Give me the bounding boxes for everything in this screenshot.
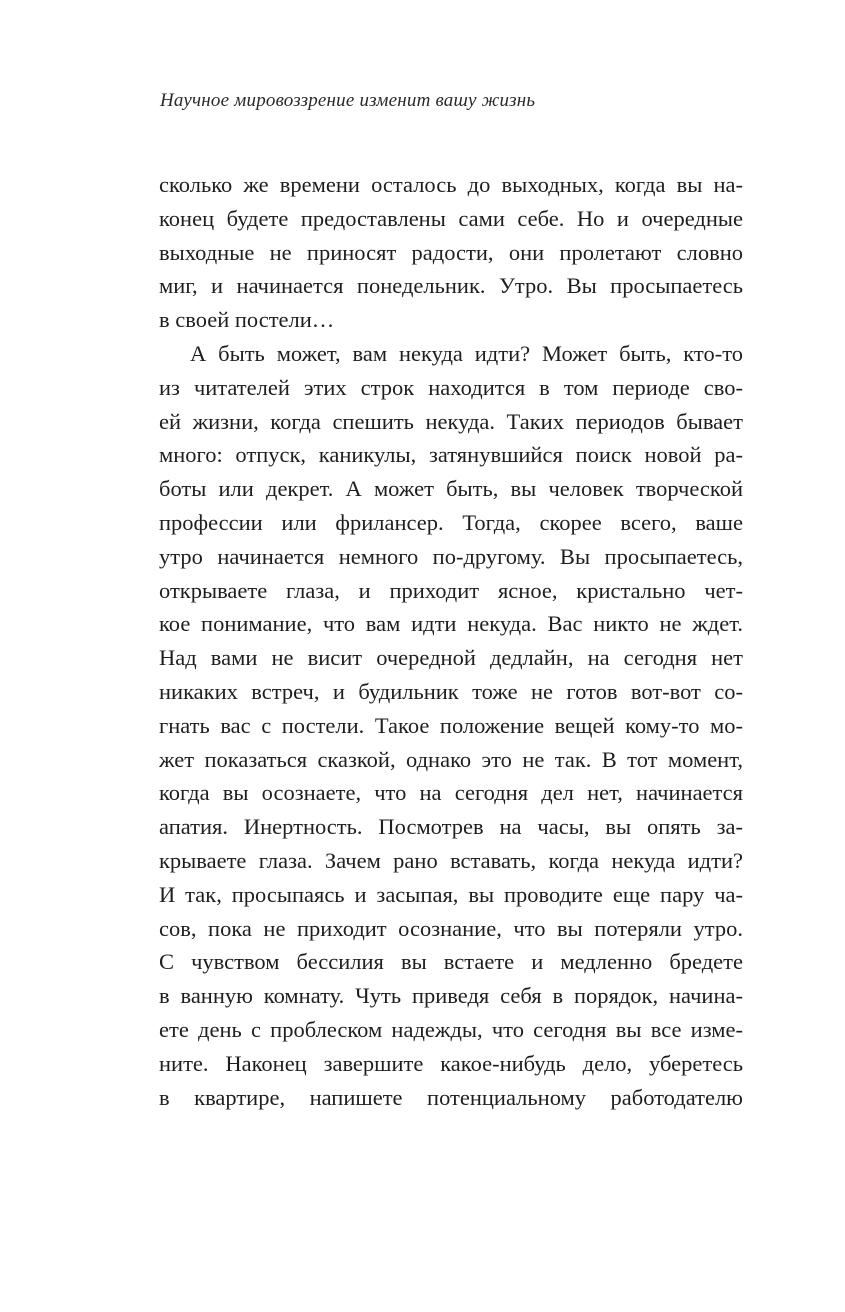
- text-line: крываете глаза. Зачем рано вставать, когда некуда идти?: [159, 847, 743, 873]
- text-line: боты или декрет. А может быть, вы человек творческой: [159, 476, 743, 502]
- text-line: Над вами не висит очередной дедлайн, на сегодня нет: [159, 645, 743, 671]
- body-text: [159, 168, 743, 1114]
- text-line: в ванную комнату. Чуть приведя себя в порядок, начина-: [159, 983, 743, 1009]
- text-line: жет показаться сказкой, однако это не так. В тот момент,: [159, 746, 743, 772]
- text-line: профессии или фрилансер. Тогда, скорее всего, ваше: [159, 509, 743, 535]
- text-line: ните. Наконец завершите какое-нибудь дело, уберетесь: [159, 1050, 743, 1076]
- text-line: апатия. Инертность. Посмотрев на часы, вы опять за-: [159, 814, 743, 840]
- text-line: И так, просыпаясь и засыпая, вы проводите еще пару ча-: [159, 881, 743, 907]
- paragraph-first-line: А быть может, вам некуда идти? Может быть, кто-то: [190, 340, 743, 366]
- text-line: кое понимание, что вам идти некуда. Вас никто не ждет.: [159, 611, 743, 637]
- text-line: утро начинается немного по-другому. Вы просыпаетесь,: [159, 543, 743, 569]
- text-line: ете день с проблеском надежды, что сегодня вы все изме-: [159, 1016, 743, 1042]
- text-line: открываете глаза, и приходит ясное, кристально чет-: [159, 577, 743, 603]
- text-line: сколько же времени осталось до выходных, когда вы на-: [159, 172, 743, 197]
- text-line: ей жизни, когда спешить некуда. Таких периодов бывает: [159, 408, 743, 434]
- text-line: никаких встреч, и будильник тоже не готов вот-вот со-: [159, 678, 743, 704]
- text-line: миг, и начинается понедельник. Утро. Вы просыпаетесь: [159, 273, 743, 299]
- text-line: выходные не приносят радости, они пролетают словно: [159, 239, 743, 265]
- text-line: в своей постели…: [159, 307, 335, 333]
- text-line: сов, пока не приходит осознание, что вы потеряли утро.: [159, 915, 743, 941]
- text-line: гнать вас с постели. Такое положение вещей кому-то мо-: [159, 712, 743, 738]
- text-line: когда вы осознаете, что на сегодня дел нет, начинается: [159, 780, 743, 806]
- text-line: С чувством бессилия вы встаете и медленно бредете: [159, 949, 743, 975]
- text-line: конец будете предоставлены сами себе. Но и очередные: [159, 205, 743, 231]
- text-line: много: отпуск, каникулы, затянувшийся поиск новой ра-: [159, 442, 743, 468]
- running-header: Научное мировоззрение изменит вашу жизнь: [160, 90, 536, 111]
- text-line: из читателей этих строк находится в том периоде сво-: [159, 374, 743, 400]
- text-line: в квартире, напишете потенциальному работодателю: [159, 1084, 743, 1110]
